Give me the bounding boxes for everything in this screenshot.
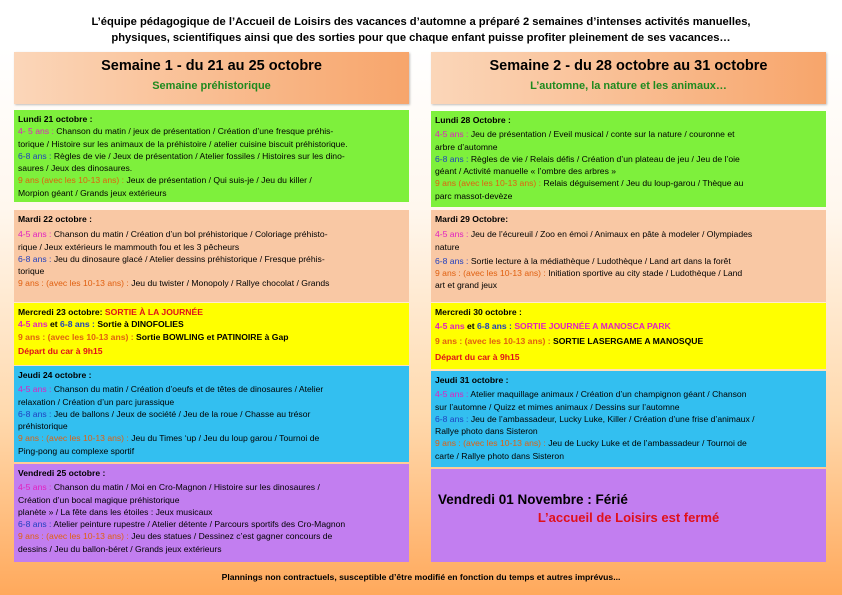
week2-title: Semaine 2 - du 28 octobre au 31 octobre [489,58,768,74]
week2-header [431,52,826,104]
day-thursday-31: Jeudi 31 octobre : 4-5 ans : Atelier maquillage animaux / Création d’un champignon géant / Chanson sur l’automne / Quizz et mimes animaux / Dessins sur l’automne 6-8 ans : Jeu de l’ambassadeur, Lucky Luke, Killer / Création d’une frise d’animaux / Rallye photo dans Sisteron 9 ans : (avec les 10-13 ans) : Jeu de Lucky Luke et de l’ambassadeur / Tournoi de carte / Rallye photo dans Sisteron [431,371,826,467]
intro-line-2: physiques, scientifiques ainsi que des sorties pour que chaque enfant puisse profiter pleinement de ses vacances… [111,32,731,44]
day-tuesday-22: Mardi 22 octobre : 4-5 ans : Chanson du matin / Création d’un bol préhistorique / Coloriage préhisto- rique / Jeux extérieurs le mammouth fou et les 3 pêcheurs 6-8 ans : Jeu du dinosaure glacé / Atelier dessins préhistorique / Fresque préhis- torique 9 ans : (avec les 10-13 ans) : Jeu du twister / Monopoly / Rallye chocolat / Grands [14,210,409,302]
day-date: Mardi 29 Octobre: [435,214,509,224]
week2-subtitle: L’automne, la nature et les animaux… [530,80,727,92]
footer-disclaimer: Plannings non contractuels, susceptible d’être modifié en fonction du temps et autres imprévus... [221,572,621,582]
day-thursday-24: Jeudi 24 octobre : 4-5 ans : Chanson du matin / Création d’oeufs et de têtes de dinosaures / Atelier relaxation / Création d’un parc jurassique 6-8 ans : Jeu de ballons / Jeux de société / Jeu de la roue / Chasse au trésor préhistorique 9 ans : (avec les 10-13 ans) : Jeu du Times ‘up / Jeu du loup garou / Tournoi de Ping-pong au complexe sportif [14,366,409,462]
day-date: Mercredi 23 octobre: SORTIE À LA JOURNÉE [18,307,203,317]
day-tuesday-29: Mardi 29 Octobre: 4-5 ans : Jeu de l’écureuil / Zoo en émoi / Animaux en pâte à modeler / Olympiades nature 6-8 ans : Sortie lecture à la médiathèque / Ludothèque / Land art dans la forêt 9 ans : (avec les 10-13 ans) : Initiation sportive au city stade / Ludothèque / Land art et grand jeux [431,210,826,302]
day-date: Mercredi 30 octobre : [435,307,522,317]
departure-time: Départ du car à 9h15 [435,351,520,362]
day-monday-21: Lundi 21 octobre : 4- 5 ans : Chanson du matin / jeux de présentation / Création d’une fresque préhis- torique / Histoire sur les animaux de la préhistoire / atelier cuisine biscuit préhistorique. 6-8 ans : Règles de vie / Jeux de présentation / Atelier fossiles / Histoires sur les dino- saures / Jeux des dinosaures. 9 ans (avec les 10-13 ans) : Jeux de présentation / Qui suis-je / Jeu du killer / Morpion géant / Grands jeux extérieurs [14,110,409,202]
intro-line-1: L’équipe pédagogique de l’Accueil de Loisirs des vacances d’automne a préparé 2 semaines d’intenses activités manuelles, [91,16,751,28]
week1-title: Semaine 1 - du 21 au 25 octobre [101,58,322,74]
week1-header [14,52,409,104]
day-date: Lundi 21 octobre : [18,114,93,124]
day-date: Jeudi 24 octobre : [18,370,92,380]
day-wednesday-30: Mercredi 30 octobre : 4-5 ans et 6-8 ans : SORTIE JOURNÉE A MANOSCA PARK 9 ans : (avec les 10-13 ans) : SORTIE LASERGAME A MANOSQUE Départ du car à 9h15 [431,303,826,369]
week2-column [431,52,826,526]
departure-time: Départ du car à 9h15 [18,345,103,356]
day-wednesday-23: Mercredi 23 octobre: SORTIE À LA JOURNÉE 4-5 ans et 6-8 ans : Sortie à DINOFOLIES 9 ans : (avec les 10-13 ans) : Sortie BOWLING et PATINOIRE à Gap Départ du car à 9h15 [14,303,409,365]
day-date: Lundi 28 Octobre : [435,115,511,125]
day-date: Jeudi 31 octobre : [435,375,509,385]
closed-notice: L’accueil de Loisirs est fermé [537,510,720,526]
day-friday-25: Vendredi 25 octobre : 4-5 ans : Chanson du matin / Moi en Cro-Magnon / Histoire sur les dinosaures / Création d’un bocal magique préhistorique planète » / La fête dans les étoiles : Jeux musicaux 6-8 ans : Atelier peinture rupestre / Atelier détente / Parcours sportifs des Cro-Magnon 9 ans : (avec les 10-13 ans) : Jeu des statues / Dessinez c’est gagner concours de dessins / Jeu du ballon-béret / Grands jeux extérieurs [14,464,409,562]
day-date: Mardi 22 octobre : [18,214,93,224]
day-monday-28: Lundi 28 Octobre : 4-5 ans : Jeu de présentation / Eveil musical / conte sur la nature / couronne et arbre d’automne 6-8 ans : Règles de vie / Relais défis / Création d’un plateau de jeu / Jeu de l’oie géant / Activité manuelle « l’ombre des arbres » 9 ans (avec les 10-13 ans) : Relais déguisement / Jeu du loup-garou / Thèque au parc massot-devèze [431,111,826,207]
intro-text [20,14,822,46]
week1-column [14,52,409,554]
holiday-label: Vendredi 01 Novembre : Férié [438,492,628,507]
week1-subtitle: Semaine préhistorique [152,80,271,92]
day-date: Vendredi 25 octobre : [18,468,106,478]
day-friday-01 [431,469,826,562]
